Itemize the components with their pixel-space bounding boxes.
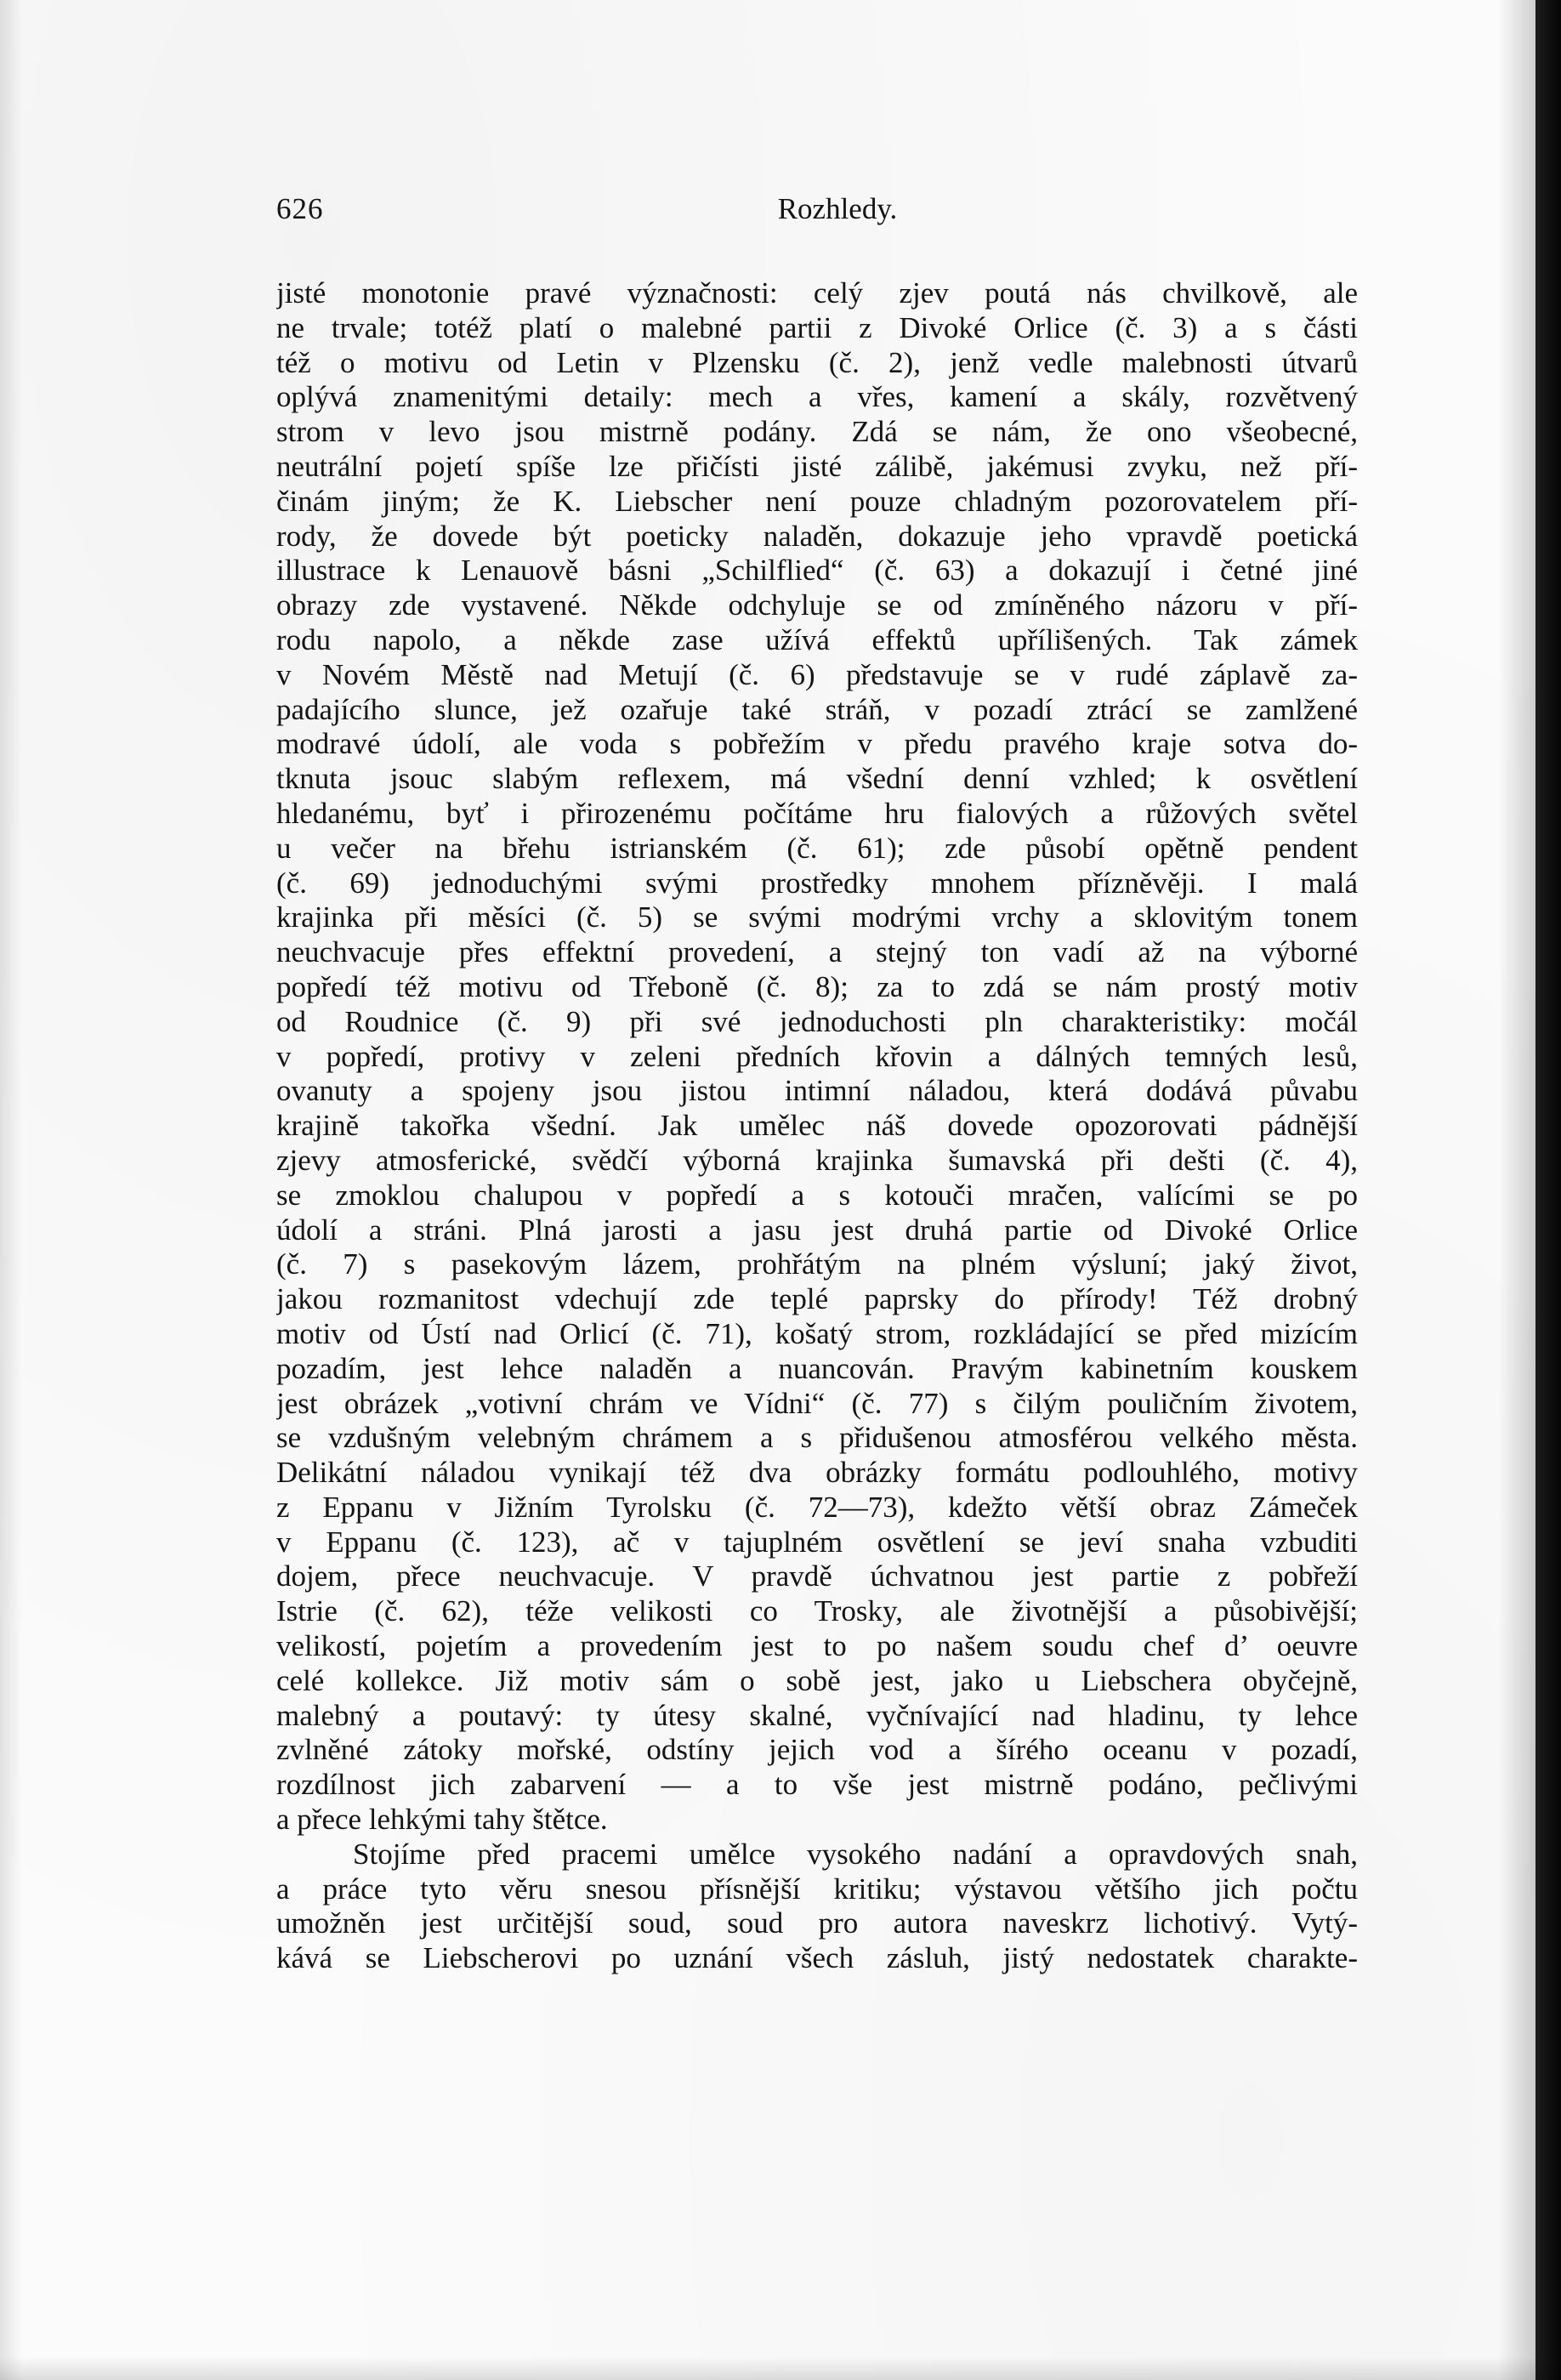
- text-line: tknuta jsouc slabým reflexem, má všední denní vzhled; k osvětlení: [276, 762, 1358, 796]
- text-line: u večer na břehu istrianském (č. 61); zde působí opětně pendent: [276, 831, 1358, 865]
- text-line: rodu napolo, a někde zase užívá effektů upřílišených. Tak zámek: [276, 622, 1358, 656]
- text-line: kává se Liebscherovi po uznání všech zásluh, jistý nedostatek charakte-: [276, 1941, 1358, 1975]
- paragraph-end-line: a přece lehkými tahy štětce.: [276, 1803, 608, 1837]
- text-line: velikostí, pojetím a provedením jest to po našem soudu chef d’ oeuvre: [276, 1629, 1358, 1663]
- text-line: jest obrázek „votivní chrám ve Vídni“ (č. 77) s čilým pouličním životem,: [276, 1386, 1358, 1420]
- text-line: krajině takořka všední. Jak umělec náš dovede opozorovati pádnější: [276, 1109, 1358, 1143]
- text-line: illustrace k Lenauově básni „Schilflied“ (č. 63) a dokazují i četné jiné: [276, 554, 1358, 588]
- text-line: celé kollekce. Již motiv sám o sobě jest, jako u Liebschera obyčejně,: [276, 1663, 1358, 1697]
- text-line: údolí a stráni. Plná jarosti a jasu jest druhá partie od Divoké Orlice: [276, 1213, 1358, 1247]
- text-line: od Roudnice (č. 9) při své jednoduchosti pln charakteristiky: močál: [276, 1004, 1358, 1038]
- text-line: hledanému, byť i přirozenému počítáme hru fialových a růžových světel: [276, 796, 1358, 830]
- text-line: neutrální pojetí spíše lze přičísti jisté zálibě, jakémusi zvyku, než pří-: [276, 449, 1358, 483]
- article-body: [276, 276, 1358, 1976]
- text-line: (č. 7) s pasekovým lázem, prohřátým na plném výsluní; jaký život,: [276, 1247, 1358, 1281]
- text-line: též o motivu od Letin v Plzensku (č. 2), jenž vedle malebnosti útvarů: [276, 345, 1358, 379]
- text-line: motiv od Ústí nad Orlicí (č. 71), košatý strom, rozkládající se před mizícím: [276, 1316, 1358, 1350]
- running-head: Rozhledy.: [777, 192, 898, 225]
- text-line: rozdílnost jich zabarvení — a to vše jest mistrně podáno, pečlivými: [276, 1768, 1358, 1802]
- text-line: popředí též motivu od Třeboně (č. 8); za to zdá se nám prostý motiv: [276, 969, 1358, 1003]
- text-line: se vzdušným velebným chrámem a s přidušenou atmosférou velkého města.: [276, 1421, 1358, 1455]
- text-line: umožněn jest určitější soud, soud pro autora naveskrz lichotivý. Vytý-: [276, 1906, 1358, 1940]
- text-line: pozadím, jest lehce naladěn a nuancován. Pravým kabinetním kouskem: [276, 1351, 1358, 1385]
- page-bottom-shadow: [0, 2356, 1561, 2380]
- text-line: v Novém Městě nad Metují (č. 6) představuje se v rudé záplavě za-: [276, 657, 1358, 691]
- text-line: v Eppanu (č. 123), ač v tajuplném osvětlení se jeví snaha vzbuditi: [276, 1525, 1358, 1559]
- text-line: obrazy zde vystavené. Někde odchyluje se od zmíněného názoru v pří-: [276, 588, 1358, 622]
- text-line: jakou rozmanitost vdechují zde teplé paprsky do přírody! Též drobný: [276, 1282, 1358, 1316]
- text-line: Delikátní náladou vynikají též dva obrázky formátu podlouhlého, motivy: [276, 1456, 1358, 1490]
- text-line: rody, že dovede být poeticky naladěn, dokazuje jeho vpravdě poetická: [276, 519, 1358, 553]
- text-line: činám jiným; že K. Liebscher není pouze chladným pozorovatelem pří-: [276, 484, 1358, 518]
- text-line: ovanuty a spojeny jsou jistou intimní náladou, která dodává půvabu: [276, 1074, 1358, 1108]
- text-line: oplývá znamenitými detaily: mech a vřes, kamení a skály, rozvětvený: [276, 380, 1358, 414]
- text-line: v popředí, protivy v zeleni předních křovin a dálných temných lesů,: [276, 1039, 1358, 1073]
- text-line: krajinka při měsíci (č. 5) se svými modrými vrchy a sklovitým tonem: [276, 900, 1358, 934]
- page-header: [276, 192, 1358, 236]
- text-line: zvlněné zátoky mořské, odstíny jejich vod a šírého oceanu v pozadí,: [276, 1733, 1358, 1767]
- text-line: dojem, přece neuchvacuje. V pravdě úchvatnou jest partie z pobřeží: [276, 1559, 1358, 1593]
- text-line: padajícího slunce, jež ozařuje také stráň, v pozadí ztrácí se zamlžené: [276, 692, 1358, 726]
- text-line: ne trvale; totéž platí o malebné partii z Divoké Orlice (č. 3) a s části: [276, 310, 1358, 344]
- page-left-shadow: [0, 0, 22, 2380]
- text-line: (č. 69) jednoduchými svými prostředky mnohem přízněvěji. I malá: [276, 866, 1358, 900]
- text-line: strom v levo jsou mistrně podány. Zdá se nám, že ono všeobecné,: [276, 415, 1358, 449]
- text-line: malebný a poutavý: ty útesy skalné, vyčnívající nad hladinu, ty lehce: [276, 1698, 1358, 1732]
- text-line: neuchvacuje přes effektní provedení, a stejný ton vadí až na výborné: [276, 935, 1358, 969]
- paragraph-start-line: Stojíme před pracemi umělce vysokého nadání a opravdových snah,: [353, 1837, 1358, 1871]
- text-line: se zmoklou chalupou v popředí a s kotouči mračen, valícími se po: [276, 1178, 1358, 1212]
- text-line: Istrie (č. 62), téže velikosti co Trosky, ale životnější a působivější;: [276, 1594, 1358, 1628]
- text-line: a práce tyto věru snesou přísnější kritiku; výstavou většího jich počtu: [276, 1872, 1358, 1906]
- page-number: 626: [276, 192, 324, 225]
- scan-border-right: [1535, 0, 1561, 2380]
- text-line: jisté monotonie pravé význačnosti: celý zjev poutá nás chvilkově, ale: [276, 276, 1358, 310]
- text-line: modravé údolí, ale voda s pobřežím v předu pravého kraje sotva do-: [276, 727, 1358, 761]
- text-line: z Eppanu v Jižním Tyrolsku (č. 72—73), kdežto větší obraz Zámeček: [276, 1490, 1358, 1524]
- text-line: zjevy atmosferické, svědčí výborná krajinka šumavská při dešti (č. 4),: [276, 1143, 1358, 1177]
- page-right-shadow: [1498, 0, 1535, 2380]
